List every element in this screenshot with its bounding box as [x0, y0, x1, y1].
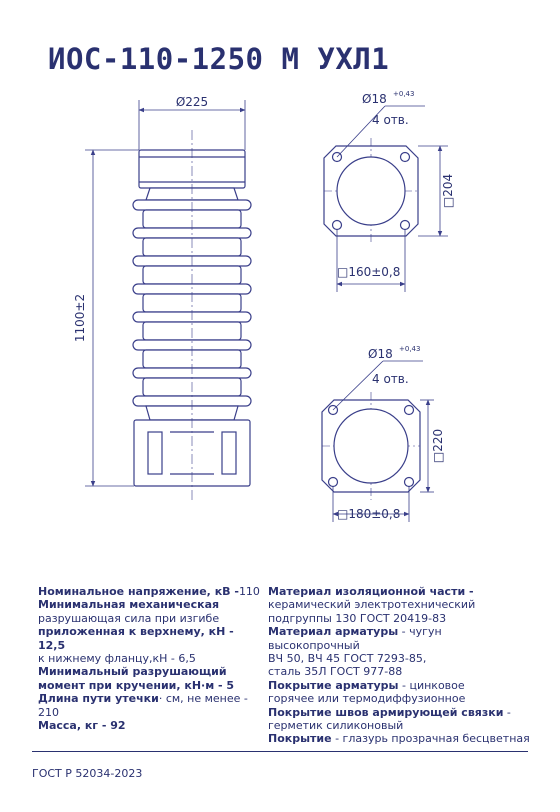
spec-line: приложенная к верхнему, кН - 12,5 [38, 625, 234, 652]
spec-line: герметик силиконовый [268, 719, 404, 733]
spec-line: Длина пути утечки· см, не менее - 210 [38, 692, 248, 719]
diameter-label: Ø225 [175, 95, 209, 109]
bottom-square-label: □220 [431, 428, 445, 464]
bottom-width-label: □180±0,8 [337, 507, 401, 521]
spec-line: подгруппы 130 ГОСТ 20419-83 [268, 611, 447, 625]
bottom-flange-plan [322, 392, 420, 500]
spec-line: Минимальный разрушающий [38, 665, 227, 679]
spec-line: сталь 35Л ГОСТ 977-88 [268, 665, 403, 679]
top-flange-plan [324, 138, 418, 244]
specs-right [268, 585, 530, 746]
top-width-label: □160±0,8 [337, 265, 401, 279]
spec-line: ВЧ 50, ВЧ 45 ГОСТ 7293-85, [268, 652, 427, 666]
spec-line: разрушающая сила при изгибе [38, 611, 220, 625]
bottom-hole-label: Ø18 [368, 347, 393, 361]
height-label: 1100±2 [73, 293, 87, 343]
spec-line: Минимальная механическая [38, 598, 220, 612]
spec-line: Номинальное напряжение, кВ -110 [38, 585, 260, 598]
specs-left [38, 585, 264, 732]
top-holes-count: 4 отв. [372, 113, 409, 127]
product-title: ИОС-110-1250 М УХЛ1 [48, 42, 390, 76]
spec-line: момент при кручении, кН·м - 5 [38, 678, 235, 692]
spec-line: Материал арматуры - чугун высокопрочный [268, 625, 442, 652]
top-hole-label: Ø18 [362, 92, 387, 106]
spec-line: Покрытие - глазурь прозрачная бесцветная [268, 732, 530, 746]
spec-line: горячее или термодиффузионное [268, 692, 466, 706]
spec-line: к нижнему фланцу,кН - 6,5 [38, 652, 196, 666]
spec-line: керамический электротехнический [268, 598, 476, 612]
spec-line: Покрытие арматуры - цинковое [268, 678, 465, 692]
spec-line: Материал изоляционной части - [268, 585, 474, 598]
bottom-hole-tolerance: +0,43 [399, 345, 421, 353]
footer-divider [32, 751, 528, 752]
spec-line: Покрытие швов армирующей связки - [268, 705, 511, 719]
spec-line: Масса, кг - 92 [38, 719, 126, 733]
top-square-label: □204 [441, 173, 455, 209]
bottom-holes-count: 4 отв. [372, 372, 409, 386]
top-hole-tolerance: +0,43 [393, 90, 415, 98]
footer-standard: ГОСТ Р 52034-2023 [32, 767, 143, 780]
height-dimension [85, 150, 139, 486]
